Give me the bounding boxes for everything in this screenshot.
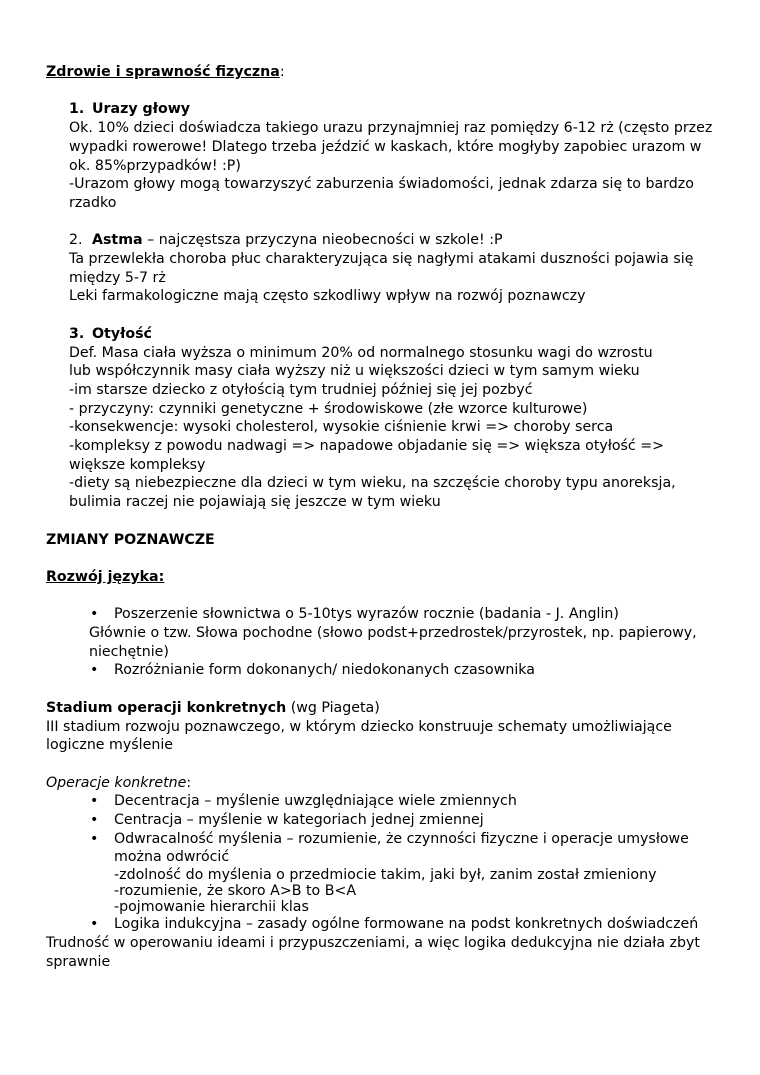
document-page (46, 63, 726, 971)
list-item-text: Poszerzenie słownictwa o 5-10tys wyrazów rocznie (badania - J. Anglin) (114, 606, 619, 623)
doc-title-line (46, 63, 726, 82)
bullet-icon: • (90, 793, 99, 810)
section-1-title: Urazy głowy (92, 101, 191, 118)
section-2-number: 2. (69, 232, 83, 249)
rozwoj-heading: Rozwój języka: (46, 568, 165, 585)
section-3-line: -diety są niebezpieczne dla dzieci w tym wieku, na szczęście choroby typu anoreksja, (69, 475, 676, 492)
section-3-line: Def. Masa ciała wyższa o minimum 20% od normalnego stosunku wagi do wzrostu (69, 344, 653, 361)
section-1-line: ok. 85%przypadków! :P) (69, 157, 241, 174)
list-item (46, 661, 726, 680)
operacje-heading-rest: : (186, 774, 192, 791)
section-1-line: wypadki rowerowe! Dlatego trzeba jeździć w kaskach, które mogłyby zapobiec urazom w (69, 138, 702, 155)
list-item (46, 811, 726, 830)
section-2-title-rest: – najczęstsza przyczyna nieobecności w szkole! :P (142, 232, 503, 249)
bullet-icon: • (90, 662, 99, 679)
section-3-line: -kompleksy z powodu nadwagi => napadowe objadanie się => większa otyłość => (69, 438, 665, 455)
list-item (46, 605, 726, 624)
list-item (46, 792, 726, 811)
section-3-line: większe kompleksy (69, 456, 206, 473)
list-item-text: Logika indukcyjna – zasady ogólne formowane na podst konkretnych doświadczeń (114, 916, 699, 933)
doc-title-suffix: : (279, 64, 285, 80)
operacje-after-line: sprawnie (46, 953, 111, 970)
section-3-heading (46, 325, 726, 344)
section-3-line: - przyczyny: czynniki genetyczne + środowiskowe (złe wzorce kulturowe) (69, 400, 588, 417)
bullet-icon: • (90, 606, 99, 623)
stadium-line: logiczne myślenie (46, 737, 173, 754)
section-1-heading (46, 100, 726, 119)
section-3-title: Otyłość (92, 325, 152, 342)
section-2-heading (46, 231, 726, 250)
stadium-heading-rest: (wg Piageta) (286, 699, 380, 716)
stadium-line: III stadium rozwoju poznawczego, w którym dziecko konstruuje schematy umożliwiające (46, 718, 672, 735)
section-1-line: Ok. 10% dzieci doświadcza takiego urazu przynajmniej raz pomiędzy 6-12 rż (często przez (69, 120, 713, 137)
stadium-heading-line (46, 699, 726, 718)
operacje-after-line: Trudność w operowaniu ideami i przypuszczeniami, a więc logika dedukcyjna nie działa zbyt (46, 934, 700, 951)
section-3-line: -konsekwencje: wysoki cholesterol, wysokie ciśnienie krwi => choroby serca (69, 419, 614, 436)
stadium-heading: Stadium operacji konkretnych (46, 699, 287, 716)
list-item-text: Odwracalność myślenia – rozumienie, że czynności fizyczne i operacje umysłowe (114, 830, 689, 847)
doc-title: Zdrowie i sprawność fizyczna (46, 64, 280, 80)
sub-line: -pojmowanie hierarchii klas (114, 899, 309, 916)
list-item (46, 915, 726, 934)
list-item-text: Rozróżnianie form dokonanych/ niedokonanych czasownika (114, 662, 535, 679)
rozwoj-cont-line: Głównie o tzw. Słowa pochodne (słowo podst+przedrostek/przyrostek, np. papierowy, (89, 625, 697, 641)
operacje-heading: Operacje konkretne (46, 774, 187, 791)
section-1-number: 1. (69, 101, 85, 118)
section-2-line: Ta przewlekła choroba płuc charakteryzująca się nagłymi atakami duszności pojawia się (69, 251, 694, 267)
section-2-line: między 5-7 rż (69, 269, 166, 286)
bullet-icon: • (90, 916, 99, 933)
bullet-icon: • (90, 830, 99, 847)
list-item-text: Centracja – myślenie w kategoriach jednej zmiennej (114, 812, 484, 828)
list-item (46, 830, 726, 849)
sub-line: -rozumienie, że skoro A>B to B<A (114, 883, 357, 900)
sub-line: -zdolność do myślenia o przedmiocie takim, jaki był, zanim został zmieniony (114, 867, 657, 884)
section-1-line: rzadko (69, 194, 117, 211)
section-3-line: lub współczynnik masy ciała wyższy niż u większości dzieci w tym samym wieku (69, 363, 640, 380)
operacje-heading-line (46, 774, 726, 793)
list-item-cont: można odwrócić (114, 849, 230, 866)
rozwoj-cont-line: niechętnie) (89, 643, 169, 660)
section-3-number: 3. (69, 325, 85, 342)
section-2-title: Astma (92, 232, 143, 249)
zmiany-heading: ZMIANY POZNAWCZE (46, 531, 215, 548)
section-3-line: -im starsze dziecko z otyłością tym trudniej później się jej pozbyć (69, 381, 533, 398)
section-3-line: bulimia raczej nie pojawiają się jeszcze w tym wieku (69, 494, 441, 511)
section-1-line: -Urazom głowy mogą towarzyszyć zaburzenia świadomości, jednak zdarza się to bardzo (69, 176, 694, 193)
section-2-line: Leki farmakologiczne mają często szkodliwy wpływ na rozwój poznawczy (69, 288, 586, 305)
list-item-text: Decentracja – myślenie uwzględniające wiele zmiennych (114, 793, 517, 810)
bullet-icon: • (90, 812, 99, 828)
